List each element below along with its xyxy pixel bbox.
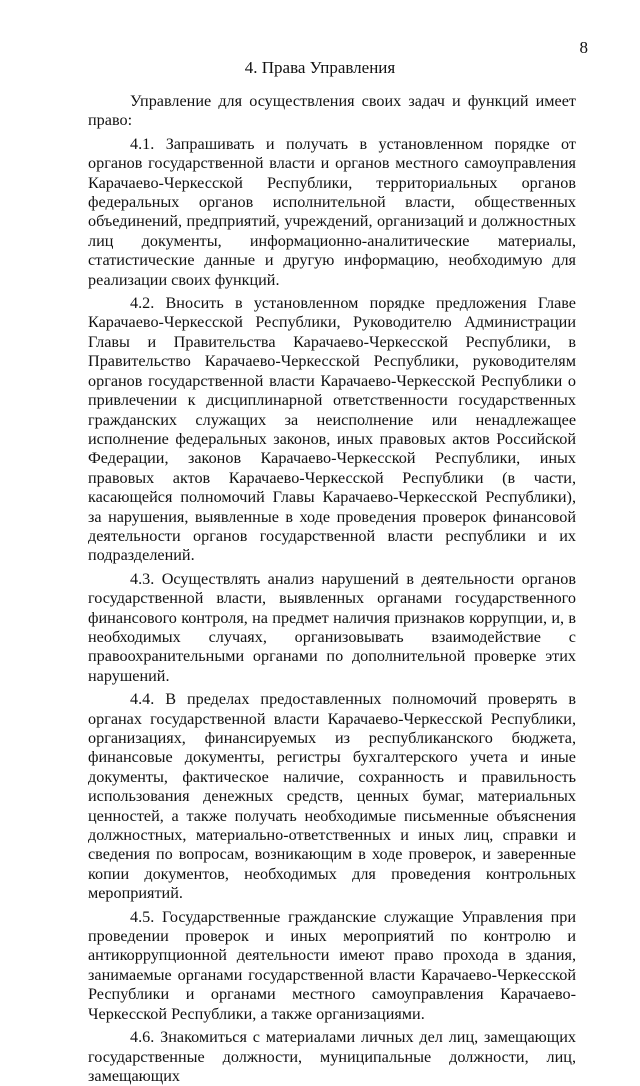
section-title: 4. Права Управления	[244, 58, 396, 77]
paragraph-4-4: 4.4. В пределах предоставленных полномочий проверять в органах государственной власти Карачаево-Черкесской Республики, организациях, финансируемых из республиканского бюджета, финансовые документы, регистры бухгалтерского учета и иные документы, фактическое наличие, сохранность и правильность использования денежных средств, ценных бумаг, материальных ценностей, а также получать необходимые письменные объяснения должностных, материально-ответственных и иных лиц, справки и сведения по вопросам, возникающим в ходе проверок, и заверенные копии документов, необходимых для проведения контрольных мероприятий.	[88, 690, 576, 903]
paragraph-4-6: 4.6. Знакомиться с материалами личных дел лиц, замещающих государственные должности, муниципальные должности, лиц, замещающих	[88, 1028, 576, 1085]
paragraph-4-3: 4.3. Осуществлять анализ нарушений в деятельности органов государственной власти, выявленных органами государственного финансового контроля, на предмет наличия признаков коррупции, и, в необходимых случаях, организовывать взаимодействие с правоохранительными органами по дополнительной проверке этих нарушений.	[88, 569, 576, 685]
document-body	[88, 92, 576, 1086]
paragraph-4-5: 4.5. Государственные гражданские служащие Управления при проведении проверок и иных мероприятий по контролю и антикоррупционной деятельности имеют право прохода в здания, занимаемые органами государственной власти Карачаево-Черкесской Республики и органами местного самоуправления Карачаево-Черкесской Республики, а также организациями.	[88, 907, 576, 1023]
page-number: 8	[579, 38, 588, 57]
intro-paragraph: Управление для осуществления своих задач и функций имеет право:	[88, 92, 576, 130]
paragraph-4-1: 4.1. Запрашивать и получать в установленном порядке от органов государственной власти и органов местного самоуправления Карачаево-Черкесской Республики, территориальных органов федеральных органов исполнительной власти, общественных объединений, предприятий, учреждений, организаций и должностных лиц документы, информационно-аналитические материалы, статистические данные и другую информацию, необходимую для реализации своих функций.	[88, 134, 576, 289]
paragraph-4-2: 4.2. Вносить в установленном порядке предложения Главе Карачаево-Черкесской Республики, Руководителю Администрации Главы и Правительства Карачаево-Черкесской Республики, в Правительство Карачаево-Черкесской Республики, руководителям органов государственной власти Карачаево-Черкесской Республики о привлечении к дисциплинарной ответственности государственных гражданских служащих за неисполнение или ненадлежащее исполнение федеральных законов, иных правовых актов Российской Федерации, законов Карачаево-Черкесской Республики, иных правовых актов Карачаево-Черкесской Республики (в части, касающейся полномочий Главы Карачаево-Черкесской Республики), за нарушения, выявленные в ходе проведения проверок финансовой деятельности органов государственной власти республики и их подразделений.	[88, 294, 576, 565]
